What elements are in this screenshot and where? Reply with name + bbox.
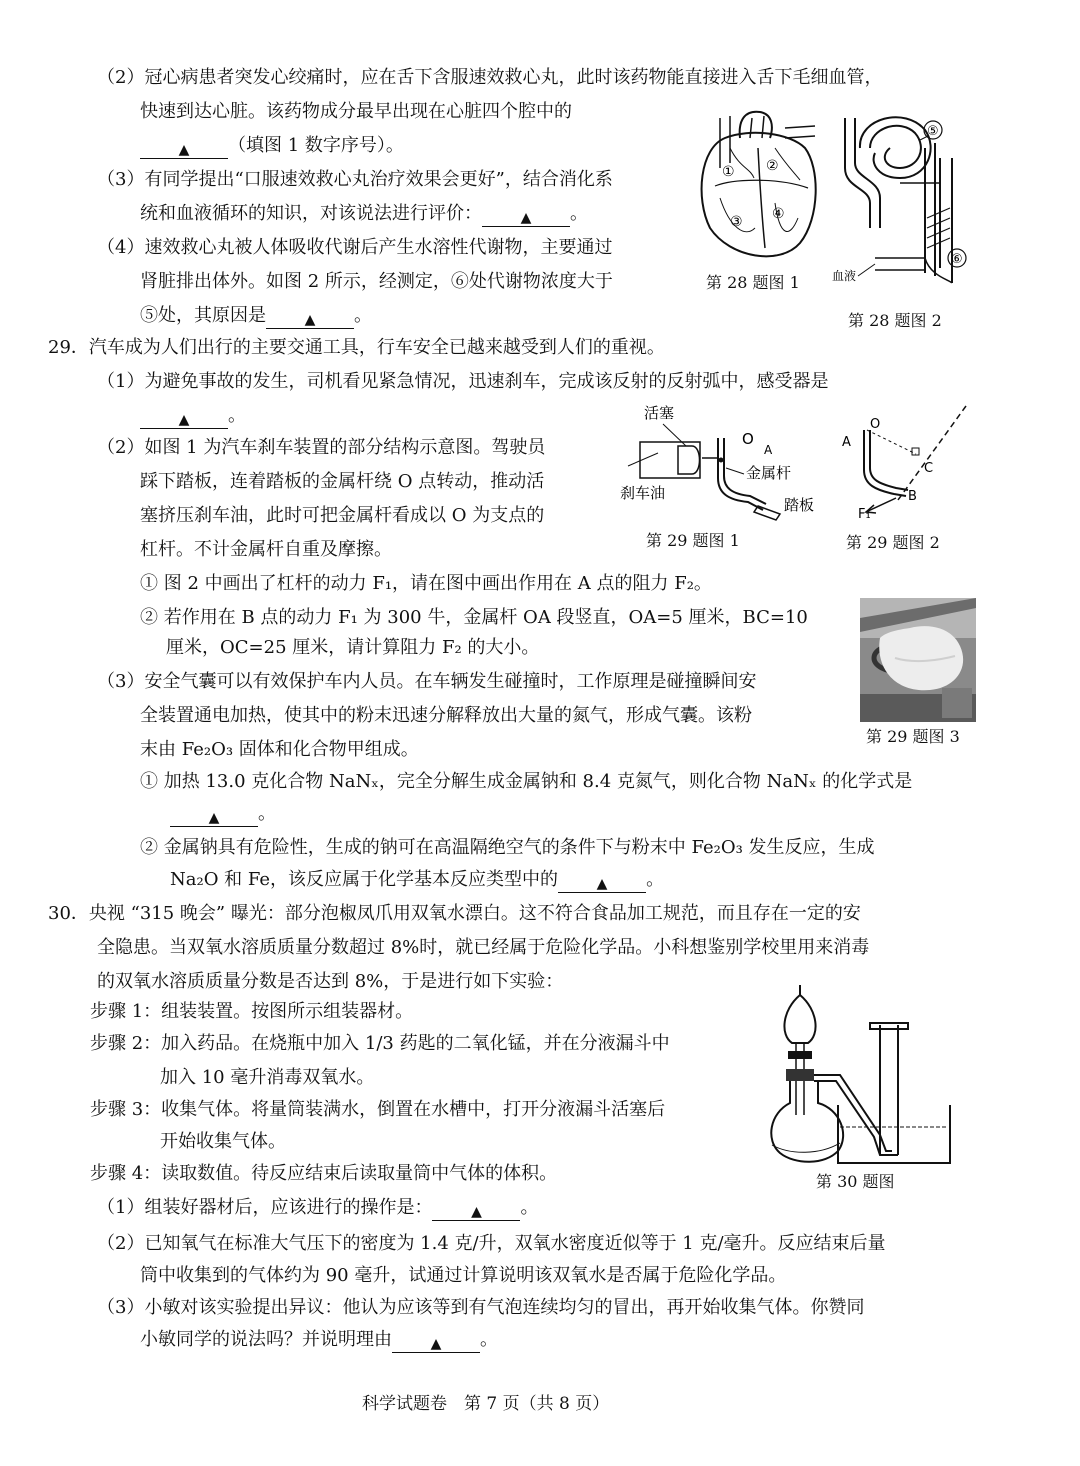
q30-q3-line1: （3）小敏对该实验提出异议：他认为应该等到有气泡连续均匀的冒出，再开始收集气体。你赞同 — [97, 1297, 865, 1318]
fig29-1-caption: 第 29 题图 1 — [646, 531, 740, 550]
q30-step4: 步骤 4：读取数值。待反应结束后读取量筒中气体的体积。 — [90, 1163, 558, 1184]
answer-blank[interactable]: ▲ — [170, 806, 258, 827]
q30-step3-line2: 开始收集气体。 — [160, 1131, 286, 1152]
answer-blank[interactable]: ▲ — [482, 206, 570, 227]
pivot-o-label: O — [742, 430, 754, 448]
fig28-1-caption: 第 28 题图 1 — [706, 273, 800, 292]
q28-p2-line2: 快速到达心脏。该药物成分最早出现在心脏四个腔中的 — [140, 101, 572, 122]
lever-o-label: O — [870, 417, 881, 432]
lever-b-label: B — [908, 489, 917, 504]
nephron-diagram — [830, 108, 980, 298]
q29-p3-sub1-line1: ① 加热 13.0 克化合物 NaNₓ，完全分解生成金属钠和 8.4 克氮气，则化合物 NaNₓ 的化学式是 — [140, 771, 913, 792]
lever-diagram — [836, 400, 976, 520]
answer-blank[interactable]: ▲ — [140, 408, 228, 429]
nephron-label-5: ⑤ — [927, 124, 939, 139]
lever-a-label: A — [842, 435, 851, 450]
q28-p3-line1: （3）有同学提出“口服速效救心丸治疗效果会更好”，结合消化系 — [97, 169, 613, 190]
answer-blank[interactable]: ▲ — [266, 308, 354, 329]
page-footer: 科学试题卷 第 7 页（共 8 页） — [362, 1394, 610, 1414]
q30-intro-line2: 全隐患。当双氧水溶质质量分数超过 8%时，就已经属于危险化学品。小科想鉴别学校里用来消毒 — [97, 937, 870, 958]
q29-p2-sub2-line1: ② 若作用在 B 点的动力 F₁ 为 300 牛，金属杆 OA 段竖直，OA=5 厘米，BC=10 — [140, 607, 808, 628]
q28-p4-line1: （4）速效救心丸被人体吸收代谢后产生水溶性代谢物，主要通过 — [97, 237, 613, 258]
q30-q2-line1: （2）已知氧气在标准大气压下的密度为 1.4 克/升，双氧水密度近似等于 1 克/毫升。反应结束后量 — [97, 1233, 886, 1254]
lever-c-label: C — [924, 461, 934, 476]
q29-p3-sub2-line2: Na₂O 和 Fe，该反应属于化学基本反应类型中的 ▲ 。 — [170, 869, 665, 892]
airbag-photo — [860, 598, 976, 722]
q29-p3-line2: 全装置通电加热，使其中的粉末迅速分解释放出大量的氮气，形成气囊。该粉 — [140, 705, 752, 726]
answer-blank[interactable]: ▲ — [140, 138, 228, 159]
heart-diagram — [690, 108, 825, 268]
answer-blank[interactable]: ▲ — [432, 1200, 520, 1221]
fig29-2-caption: 第 29 题图 2 — [846, 533, 940, 552]
q29-p2-line3: 塞挤压刹车油，此时可把金属杆看成以 O 为支点的 — [140, 505, 545, 526]
q28-p4-line3: ⑤处，其原因是 ▲ 。 — [140, 305, 372, 328]
q29-p2-line2: 踩下踏板，连着踏板的金属杆绕 O 点转动，推动活 — [140, 471, 545, 492]
q30-q3-line2: 小敏同学的说法吗？并说明理由 ▲ 。 — [140, 1329, 498, 1352]
q30-intro-line3: 的双氧水溶质质量分数是否达到 8%，于是进行如下实验： — [97, 971, 564, 992]
q29-p2-line4: 杠杆。不计金属杆自重及摩擦。 — [140, 539, 392, 560]
q29-p3-line1: （3）安全气囊可以有效保护车内人员。在车辆发生碰撞时，工作原理是碰撞瞬间安 — [97, 671, 757, 692]
q30-intro-line1: 30．央视 “315 晚会” 曝光：部分泡椒凤爪用双氧水漂白。这不符合食品加工规范，而且存在一定的安 — [48, 903, 861, 924]
apparatus-diagram — [760, 985, 960, 1167]
lever-f1-label: F₁ — [858, 507, 871, 520]
point-a-label: A — [764, 443, 773, 457]
q30-q2-line2: 筒中收集到的气体约为 90 毫升，试通过计算说明该双氧水是否属于危险化学品。 — [140, 1265, 787, 1286]
q28-p3-line2: 统和血液循环的知识，对该说法进行评价： ▲ 。 — [140, 203, 588, 226]
q29-p2-sub1: ① 图 2 中画出了杠杆的动力 F₁，请在图中画出作用在 A 点的阻力 F₂。 — [140, 573, 712, 594]
heart-label-3: ③ — [730, 214, 743, 230]
q29-p3-line3: 末由 Fe₂O₃ 固体和化合物甲组成。 — [140, 739, 419, 760]
q28-p2-line3: ▲ （填图 1 数字序号）。 — [140, 135, 404, 159]
q30-step2-line1: 步骤 2：加入药品。在烧瓶中加入 1/3 药匙的二氧化锰，并在分液漏斗中 — [90, 1033, 670, 1054]
piston-label: 活塞 — [644, 404, 675, 422]
answer-blank[interactable]: ▲ — [558, 872, 646, 893]
q30-step3-line1: 步骤 3：收集气体。将量筒装满水，倒置在水槽中，打开分液漏斗活塞后 — [90, 1099, 666, 1120]
q29-p1-line1: （1）为避免事故的发生，司机看见紧急情况，迅速刹车，完成该反射的反射弧中，感受器是 — [97, 371, 829, 392]
heart-label-1: ① — [722, 164, 735, 180]
fig28-2-caption: 第 28 题图 2 — [848, 311, 942, 330]
nephron-label-6: ⑥ — [951, 252, 963, 267]
metal-rod-label: 金属杆 — [746, 464, 792, 482]
q30-step2-line2: 加入 10 毫升消毒双氧水。 — [160, 1067, 375, 1088]
q29-p1-line2: ▲ 。 — [140, 405, 246, 429]
blood-label: 血液 — [832, 269, 857, 283]
q28-p4-line2: 肾脏排出体外。如图 2 所示，经测定，⑥处代谢物浓度大于 — [140, 271, 613, 292]
q28-p2-line1: （2）冠心病患者突发心绞痛时，应在舌下含服速效救心丸，此时该药物能直接进入舌下毛细血管， — [97, 67, 883, 88]
brake-oil-label: 刹车油 — [620, 484, 666, 502]
q29-p2-sub2-line2: 厘米，OC=25 厘米，请计算阻力 F₂ 的大小。 — [166, 637, 540, 658]
pedal-label: 踏板 — [784, 496, 815, 514]
fig29-3-caption: 第 29 题图 3 — [866, 727, 960, 746]
q29-p3-sub2-line1: ② 金属钠具有危险性，生成的钠可在高温隔绝空气的条件下与粉末中 Fe₂O₃ 发生反应，生成 — [140, 837, 875, 858]
q29-p2-line1: （2）如图 1 为汽车刹车装置的部分结构示意图。驾驶员 — [97, 437, 546, 458]
fig30-caption: 第 30 题图 — [816, 1172, 895, 1191]
heart-label-2: ② — [766, 158, 779, 174]
q29-title: 29．汽车成为人们出行的主要交通工具，行车安全已越来越受到人们的重视。 — [48, 337, 665, 358]
q29-p3-sub1-line2: ▲ 。 — [170, 803, 276, 827]
answer-blank[interactable]: ▲ — [392, 1332, 480, 1353]
q30-q1: （1）组装好器材后，应该进行的操作是： ▲ 。 — [97, 1197, 539, 1220]
heart-label-4: ④ — [772, 206, 785, 222]
q30-step1: 步骤 1：组装装置。按图所示组装器材。 — [90, 1001, 414, 1022]
brake-diagram — [618, 398, 833, 523]
